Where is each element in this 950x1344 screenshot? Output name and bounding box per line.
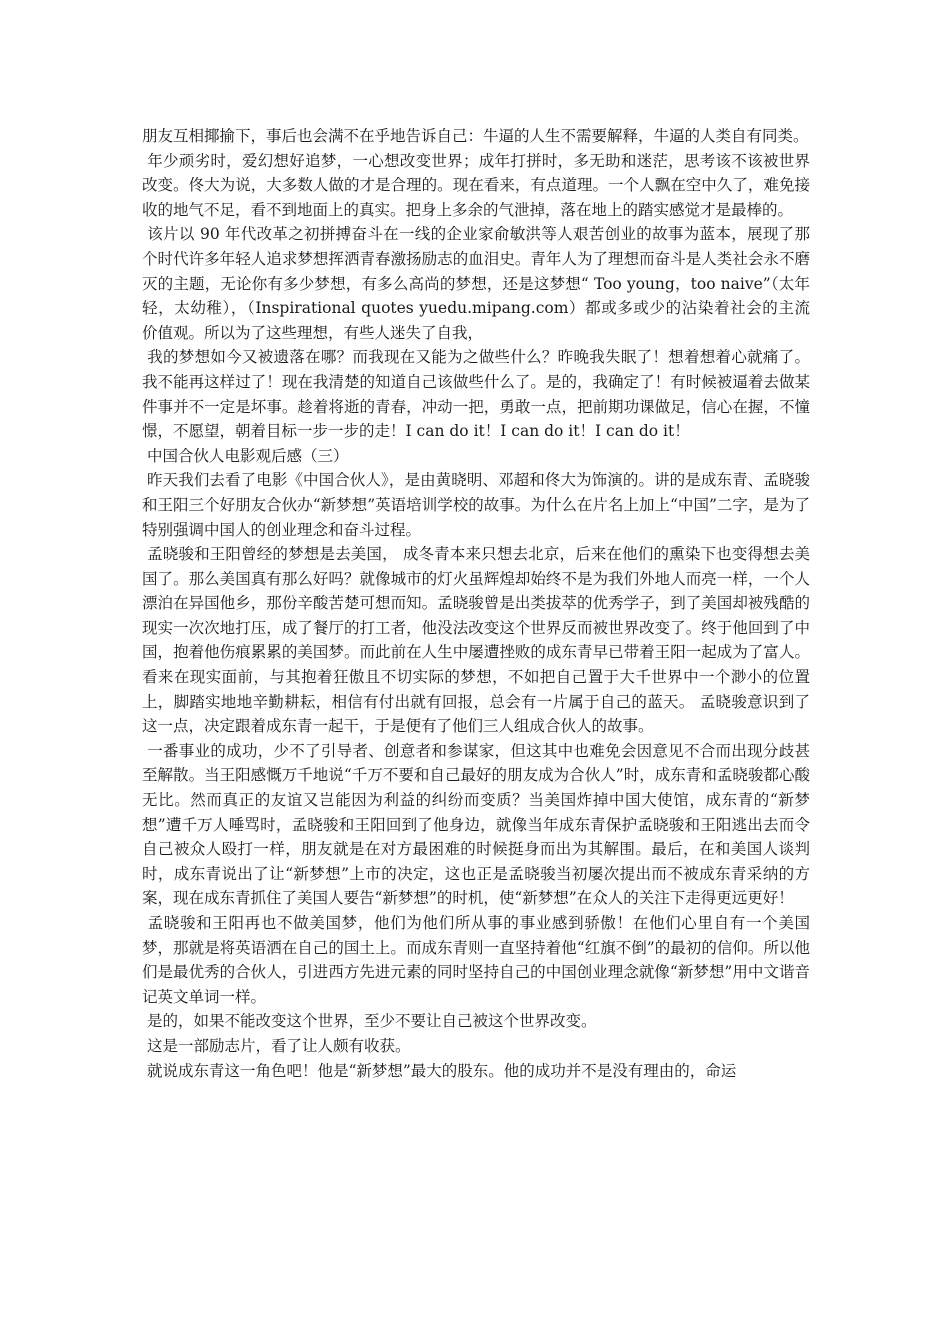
section-heading: 中国合伙人电影观后感（三） [142,446,349,465]
paragraph-1: 朋友互相揶揄下，事后也会满不在乎地告诉自己：牛逼的人生不需要解释，牛逼的人类自有同类。 [142,127,809,145]
paragraph-6: 昨天我们去看了电影《中国合伙人》，是由黄晓明、邓超和佟大为饰演的。讲的是成东青、孟晓骏和王阳三个好朋友合伙办“新梦想”英语培训学校的故事。为什么在片名上加上“中国”二字，是为了特别强调中国人的创业理念和奋斗过程。 [142,471,810,539]
paragraph-12: 就说成东青这一角色吧！他是“新梦想”最大的股东。他的成功并不是没有理由的，命运 [142,1061,737,1080]
paragraph-9: 孟晓骏和王阳再也不做美国梦，他们为他们所从事的事业感到骄傲！在他们心里自有一个美国梦，那就是将英语洒在自己的国土上。而成东青则一直坚持着他“红旗不倒”的最初的信仰。所以他们是最优秀的合伙人，引进西方先进元素的同时坚持自己的中国创业理念就像“新梦想”用中文谐音记英文单词一样。 [142,914,810,1006]
paragraph-11: 这是一部励志片，看了让人颇有收获。 [142,1036,411,1055]
paragraph-10: 是的，如果不能改变这个世界，至少不要让自己被这个世界改变。 [142,1012,597,1031]
document-body [142,124,810,1083]
paragraph-8: 一番事业的成功，少不了引导者、创意者和参谋家，但这其中也难免会因意见不合而出现分歧甚至解散。当王阳感慨万千地说“千万不要和自己最好的朋友成为合伙人”时，成东青和孟晓骏都心酸无比。然而真正的友谊又岂能因为利益的纠纷而变质？当美国炸掉中国大使馆，成东青的“新梦想”遭千万人唾骂时，孟晓骏和王阳回到了他身边，就像当年成东青保护孟晓骏和王阳逃出去而令自己被众人殴打一样，朋友就是在对方最困难的时候挺身而出为其解围。最后，在和美国人谈判时，成东青说出了让“新梦想”上市的决定，这也正是孟晓骏当初屡次提出而不被成东青采纳的方案，现在成东青抓住了美国人要告“新梦想”的时机，使“新梦想”在众人的关注下走得更远更好！ [142,741,810,908]
paragraph-3: 该片以 90 年代改革之初拼搏奋斗在一线的企业家俞敏洪等人艰苦创业的故事为蓝本，展现了那个时代许多年轻人追求梦想挥洒青春激扬励志的血泪史。青年人为了理想而奋斗是人类社会永不磨灭的主题，无论你有多少梦想，有多么高尚的梦想，还是这梦想“ Too young，too naive”（太年轻，太幼稚），（Inspirational quotes yuedu.mipang.com）都或多或少的沾染着社会的主流价值观。所以为了这些理想，有些人迷失了自我， [142,225,810,342]
paragraph-2: 年少顽劣时，爱幻想好追梦，一心想改变世界；成年打拼时，多无助和迷茫，思考该不该被世界改变。佟大为说，大多数人做的才是合理的。现在看来，有点道理。一个人飘在空中久了，难免接收的地气不足，看不到地面上的真实。把身上多余的气泄掉，落在地上的踏实感觉才是最棒的。 [142,151,810,219]
paragraph-7: 孟晓骏和王阳曾经的梦想是去美国， 成冬青本来只想去北京，后来在他们的熏染下也变得想去美国了。那么美国真有那么好吗？就像城市的灯火虽辉煌却始终不是为我们外地人而亮一样，一个人漂泊在异国他乡，那份辛酸苦楚可想而知。孟晓骏曾是出类拔萃的优秀学子，到了美国却被残酷的现实一次次地打压，成了餐厅的打工者，他没法改变这个世界反而被世界改变了。终于他回到了中国，抱着他伤痕累累的美国梦。而此前在人生中屡遭挫败的成东青早已带着王阳一起成为了富人。看来在现实面前，与其抱着狂傲且不切实际的梦想，不如把自己置于大千世界中一个渺小的位置上，脚踏实地地辛勤耕耘，相信有付出就有回报，总会有一片属于自己的蓝天。 孟晓骏意识到了这一点，决定跟着成东青一起干，于是便有了他们三人组成合伙人的故事。 [142,545,810,736]
paragraph-4: 我的梦想如今又被遗落在哪？而我现在又能为之做些什么？昨晚我失眠了！想着想着心就痛了。我不能再这样过了！现在我清楚的知道自己该做些什么了。是的，我确定了！有时候被逼着去做某件事并不一定是坏事。趁着将逝的青春，冲动一把，勇敢一点，把前期功课做足，信心在握，不憧憬，不愿望，朝着目标一步一步的走！I can do it！I can do it！I can do it！ [142,348,810,441]
